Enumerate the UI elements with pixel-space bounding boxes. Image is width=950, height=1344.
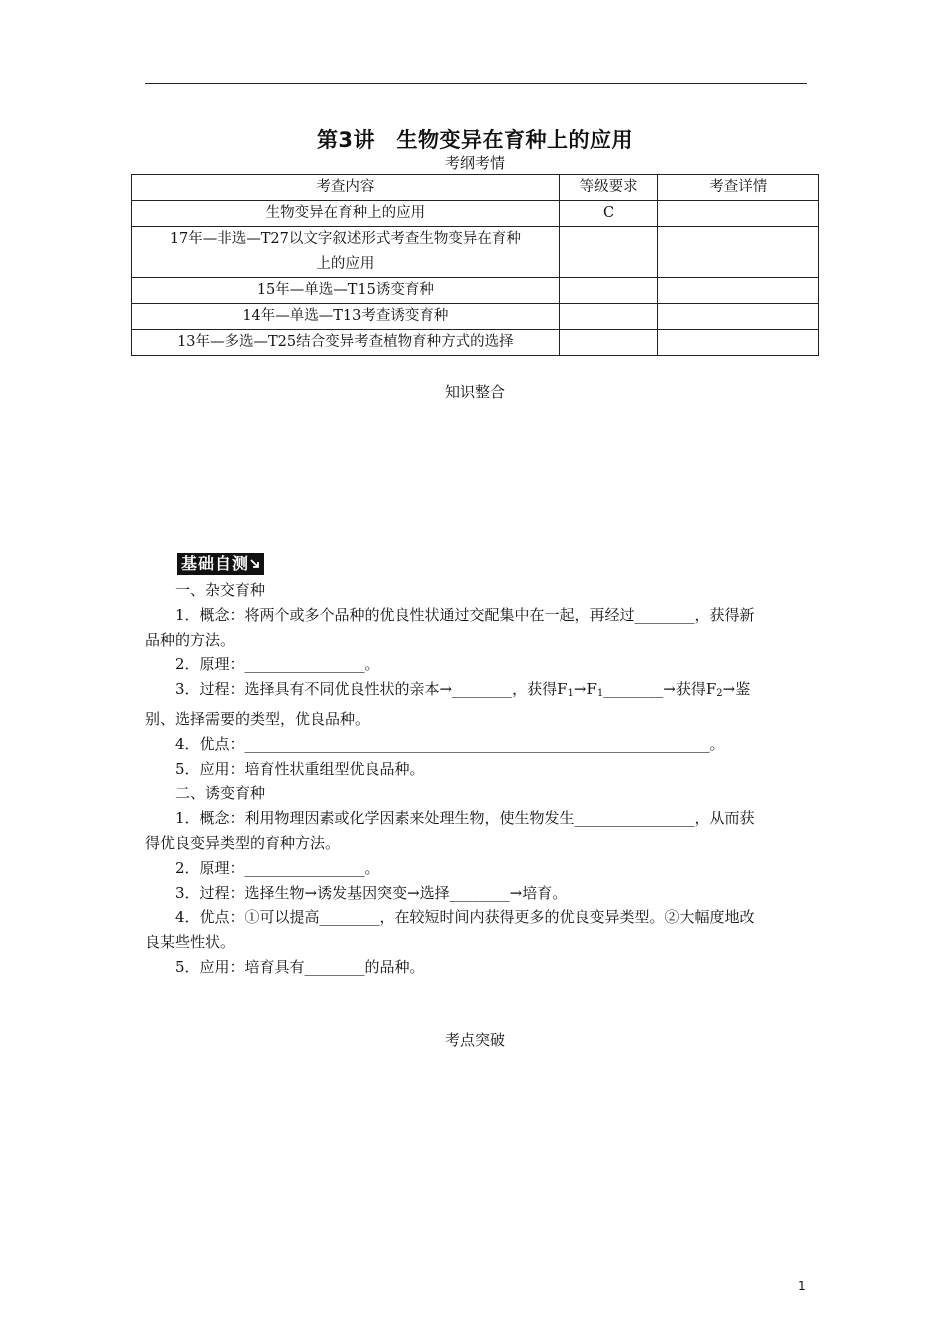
text-segment: ________→获得F (603, 680, 717, 699)
text-segment: 3．过程：选择具有不同优良性状的亲本→________，获得F (175, 680, 568, 699)
subscript: 1 (596, 688, 604, 700)
table-cell-level: C (559, 201, 658, 227)
hybrid-advantage: 4．优点：______________________________________________________________。 (175, 734, 725, 753)
mutation-concept-line: 1．概念：利用物理因素或化学因素来处理生物，使生物发生________________，从而获 (175, 809, 755, 828)
table-cell-level (559, 330, 658, 356)
mutation-advantage-line: 4．优点：①可以提高________，在较短时间内获得更多的优良变异类型。②大幅度地改 (175, 908, 755, 927)
hybrid-principle: 2．原理：________________。 (175, 655, 380, 674)
basic-self-test-badge (177, 553, 264, 575)
table-cell-content: 15年—单选—T15诱变育种 (132, 278, 560, 304)
table-cell-level (559, 227, 658, 278)
mutation-advantage-line: 良某些性状。 (145, 933, 236, 952)
table-row (132, 227, 819, 278)
exam-outline-table (131, 174, 819, 356)
mutation-process: 3．过程：选择生物→诱发基因突变→选择________→培育。 (175, 883, 568, 902)
section-breakthrough-heading: 考点突破 (444, 1031, 505, 1049)
table-cell-detail (658, 227, 819, 278)
table-cell-detail (658, 304, 819, 330)
table-row (132, 304, 819, 330)
table-cell-detail (658, 201, 819, 227)
table-header-row (132, 175, 819, 201)
table-cell-content-line: 17年—非选—T27以文字叙述形式考查生物变异在育种 (169, 231, 521, 247)
text-segment: →鉴 (722, 680, 751, 699)
text-segment: →F (573, 680, 597, 699)
hybrid-concept-line: 1．概念：将两个或多个品种的优良性状通过交配集中在一起，再经过________，获得新 (175, 605, 755, 624)
table-cell-detail (658, 278, 819, 304)
table-cell-content: 生物变异在育种上的应用 (132, 201, 560, 227)
hybrid-application: 5．应用：培育性状重组型优良品种。 (175, 759, 425, 778)
arrow-down-right-icon (250, 558, 260, 570)
page-number: 1 (798, 1279, 806, 1293)
header-rule (145, 83, 807, 84)
table-header-cell: 考查内容 (132, 175, 560, 201)
table-cell-content-line: 上的应用 (316, 256, 375, 272)
page-title: 第3讲 生物变异在育种上的应用 (316, 128, 634, 152)
table-cell-content: 13年—多选—T25结合变异考查植物育种方式的选择 (132, 330, 560, 356)
table-cell-level (559, 278, 658, 304)
table-row (132, 330, 819, 356)
table-cell-content (132, 227, 560, 278)
self-test-body (145, 578, 807, 980)
hybrid-process-line: 别、选择需要的类型，优良品种。 (145, 709, 371, 728)
mutation-principle: 2．原理：________________。 (175, 858, 380, 877)
table-cell-content: 14年—单选—T13考查诱变育种 (132, 304, 560, 330)
table-row (132, 278, 819, 304)
hybrid-concept-line: 品种的方法。 (145, 630, 236, 649)
table-header-cell: 考查详情 (658, 175, 819, 201)
hybrid-process-line (145, 677, 807, 707)
table-header-cell: 等级要求 (559, 175, 658, 201)
mutation-application: 5．应用：培育具有________的品种。 (175, 957, 425, 976)
section-knowledge-heading: 知识整合 (444, 383, 505, 401)
page-subtitle: 考纲考情 (444, 154, 505, 172)
table-cell-level (559, 304, 658, 330)
subscript: 1 (567, 688, 574, 700)
table-row (132, 201, 819, 227)
mutation-breeding-heading: 二、诱变育种 (175, 784, 266, 803)
table-cell-detail (658, 330, 819, 356)
badge-label: 基础自测 (181, 554, 250, 573)
mutation-concept-line: 得优良变异类型的育种方法。 (145, 833, 341, 852)
hybrid-breeding-heading: 一、杂交育种 (175, 581, 266, 599)
subscript: 2 (716, 688, 723, 700)
